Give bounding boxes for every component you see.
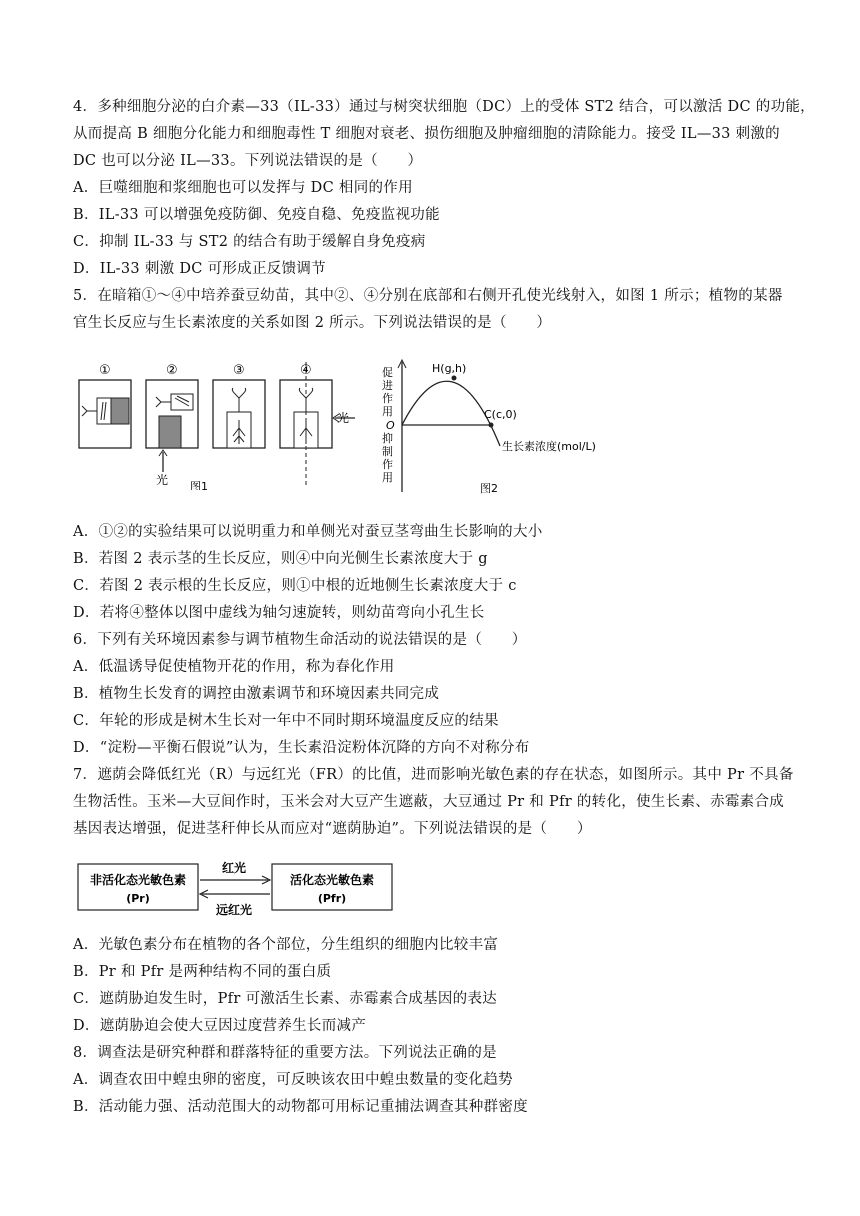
phytochrome-diagram bbox=[76, 856, 396, 920]
figure-1-caption: 图1 bbox=[190, 480, 208, 490]
q7-stem-line-3: 基因表达增强，促进茎秆伸长从而应对“遮荫胁迫”。下列说法错误的是（ ） bbox=[73, 821, 592, 837]
pfr-abbrev: (Pfr) bbox=[317, 892, 347, 905]
figure-2-caption: 图2 bbox=[480, 482, 498, 494]
q4-option-b: B．IL-33 可以增强免疫防御、免疫自稳、免疫监视功能 bbox=[73, 207, 440, 223]
box2-seedling-icon bbox=[156, 394, 193, 472]
box2-light-label: 光 bbox=[156, 473, 169, 487]
q5-option-c: C．若图 2 表示根的生长反应，则①中根的近地侧生长素浓度大于 c bbox=[73, 578, 517, 594]
q7-option-c: C．遮荫胁迫发生时，Pfr 可激活生长素、赤霉素合成基因的表达 bbox=[73, 991, 498, 1007]
box4-label: ④ bbox=[300, 363, 312, 378]
q4-stem-line-2: 从而提高 B 细胞分化能力和细胞毒性 T 细胞对衰老、损伤细胞及肿瘤细胞的清除能力。接受 IL—33 刺激的 bbox=[73, 126, 780, 142]
y-axis-top-label-1: 促 bbox=[382, 366, 393, 379]
figure-2-growth-curve bbox=[380, 358, 620, 494]
peak-point-h bbox=[452, 376, 457, 381]
q4-stem-line-3: DC 也可以分泌 IL—33。下列说法错误的是（ ） bbox=[73, 153, 423, 169]
q8-option-a: A．调查农田中蝗虫卵的密度，可反映该农田中蝗虫数量的变化趋势 bbox=[73, 1072, 513, 1088]
box3-label: ③ bbox=[233, 363, 245, 378]
q8-option-b: B．活动能力强、活动范围大的动物都可用标记重捕法调查其种群密度 bbox=[73, 1099, 528, 1115]
q5-stem-line-1: 5．在暗箱①～④中培养蚕豆幼苗，其中②、④分别在底部和右侧开孔使光线射入，如图 1 所示；植物的某器 bbox=[73, 288, 783, 304]
q7-option-d: D．遮荫胁迫会使大豆因过度营养生长而减产 bbox=[73, 1018, 367, 1034]
q4-stem-line-1: 4．多种细胞分泌的白介素—33（IL-33）通过与树突状细胞（DC）上的受体 ST2 结合，可以激活 DC 的功能， bbox=[73, 99, 815, 115]
pfr-label: 活化态光敏色素 bbox=[289, 873, 375, 887]
q5-option-b: B．若图 2 表示茎的生长反应，则④中向光侧生长素浓度大于 g bbox=[73, 551, 488, 567]
q7-stem-line-1: 7．遮荫会降低红光（R）与远红光（FR）的比值，进而影响光敏色素的存在状态，如图所示。其中 Pr 不具备 bbox=[73, 767, 794, 783]
q8-stem-line-1: 8．调查法是研究种群和群落特征的重要方法。下列说法正确的是 bbox=[73, 1045, 497, 1061]
q6-stem-line-1: 6．下列有关环境因素参与调节植物生命活动的说法错误的是（ ） bbox=[73, 632, 527, 648]
q4-option-d: D．IL-33 刺激 DC 可形成正反馈调节 bbox=[73, 261, 326, 277]
zero-label: C(c,0) bbox=[484, 408, 517, 421]
zero-point-c bbox=[489, 423, 494, 428]
y-axis-bottom-label-3: 作 bbox=[382, 458, 393, 471]
q6-option-d: D．“淀粉—平衡石假说”认为，生长素沿淀粉体沉降的方向不对称分布 bbox=[73, 740, 530, 756]
box4-light-label: 光 bbox=[337, 411, 350, 425]
y-axis-bottom-label-4: 用 bbox=[382, 471, 393, 484]
y-axis-top-label-4: 用 bbox=[382, 405, 393, 418]
q5-option-d: D．若将④整体以图中虚线为轴匀速旋转，则幼苗弯向小孔生长 bbox=[73, 605, 485, 621]
y-axis-bottom-label-1: 抑 bbox=[382, 432, 393, 445]
q5-stem-line-2: 官生长反应与生长素浓度的关系如图 2 所示。下列说法错误的是（ ） bbox=[73, 315, 552, 331]
figure-1-dark-boxes bbox=[73, 360, 363, 490]
q4-option-a: A．巨噬细胞和浆细胞也可以发挥与 DC 相同的作用 bbox=[73, 180, 413, 196]
pr-abbrev: (Pr) bbox=[126, 892, 150, 905]
pr-label: 非活化态光敏色素 bbox=[89, 873, 187, 887]
box1-seedling-icon bbox=[82, 398, 129, 424]
y-axis-top-label-2: 进 bbox=[382, 379, 393, 392]
y-axis-bottom-label-2: 制 bbox=[382, 445, 393, 458]
q6-option-a: A．低温诱导促使植物开花的作用，称为春化作用 bbox=[73, 659, 395, 675]
q7-option-a: A．光敏色素分布在植物的各个部位，分生组织的细胞内比较丰富 bbox=[73, 937, 499, 953]
q6-option-b: B．植物生长发育的调控由激素调节和环境因素共同完成 bbox=[73, 686, 440, 702]
y-axis-top-label-3: 作 bbox=[382, 392, 393, 405]
origin-label: O bbox=[386, 419, 395, 432]
q5-option-a: A．①②的实验结果可以说明重力和单侧光对蚕豆茎弯曲生长影响的大小 bbox=[73, 524, 543, 540]
box1-label: ① bbox=[99, 363, 111, 378]
box3-seedling-icon bbox=[227, 388, 251, 448]
far-red-light-label: 远红光 bbox=[215, 903, 253, 917]
q7-stem-line-2: 生物活性。玉米—大豆间作时，玉米会对大豆产生遮蔽，大豆通过 Pr 和 Pfr 的转化，使生长素、赤霉素合成 bbox=[73, 794, 785, 810]
q6-option-c: C．年轮的形成是树木生长对一年中不同时期环境温度反应的结果 bbox=[73, 713, 499, 729]
red-light-label: 红光 bbox=[221, 861, 247, 875]
box2-label: ② bbox=[166, 363, 178, 378]
x-axis-label: 生长素浓度(mol/L) bbox=[502, 440, 596, 453]
q7-option-b: B．Pr 和 Pfr 是两种结构不同的蛋白质 bbox=[73, 964, 332, 980]
peak-label: H(g,h) bbox=[432, 362, 467, 375]
q4-option-c: C．抑制 IL-33 与 ST2 的结合有助于缓解自身免疫病 bbox=[73, 234, 426, 250]
